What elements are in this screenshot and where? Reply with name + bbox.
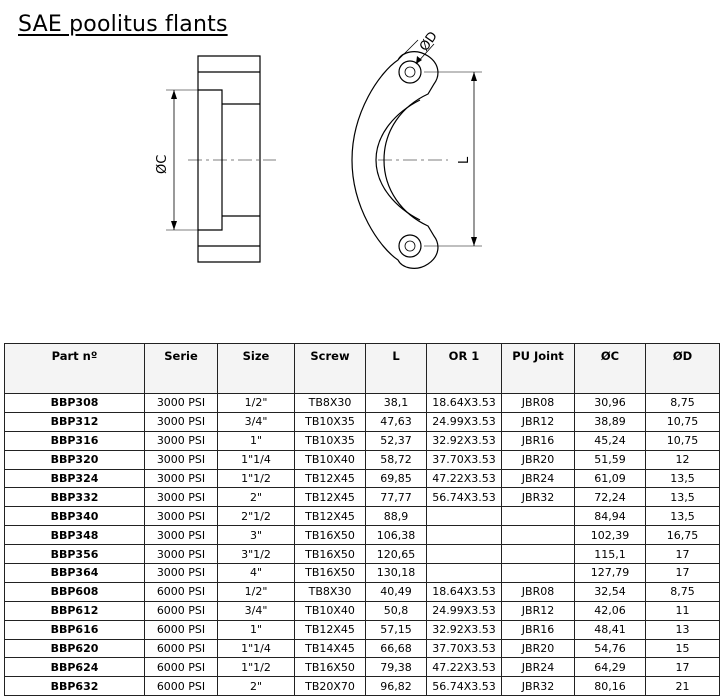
table-row — [5, 639, 720, 658]
table-cell: 8,75 — [646, 394, 720, 413]
table-cell: 17 — [646, 564, 720, 583]
table-cell — [502, 507, 575, 526]
table-cell: 130,18 — [366, 564, 427, 583]
table-cell: 21 — [646, 677, 720, 696]
table-row — [5, 564, 720, 583]
part-number-cell: BBP364 — [5, 564, 145, 583]
part-number-cell: BBP348 — [5, 526, 145, 545]
table-cell: TB10X40 — [295, 450, 366, 469]
table-cell: 32.92X3.53 — [427, 620, 502, 639]
table-cell: 56.74X3.53 — [427, 488, 502, 507]
table-cell: 4" — [218, 564, 295, 583]
part-number-cell: BBP616 — [5, 620, 145, 639]
table-cell: 13 — [646, 620, 720, 639]
table-row — [5, 450, 720, 469]
table-cell: 51,59 — [575, 450, 646, 469]
table-cell: 3000 PSI — [145, 564, 218, 583]
table-cell: 6000 PSI — [145, 639, 218, 658]
table-row — [5, 582, 720, 601]
table-cell: 77,77 — [366, 488, 427, 507]
table-cell: 47.22X3.53 — [427, 469, 502, 488]
table-cell: TB10X35 — [295, 412, 366, 431]
table-cell: 3000 PSI — [145, 394, 218, 413]
column-header: Screw — [295, 344, 366, 394]
table-cell: 3/4" — [218, 601, 295, 620]
part-number-cell: BBP620 — [5, 639, 145, 658]
table-cell: 24.99X3.53 — [427, 601, 502, 620]
table-cell: 11 — [646, 601, 720, 620]
table-cell: 52,37 — [366, 431, 427, 450]
table-row — [5, 412, 720, 431]
part-number-cell: BBP612 — [5, 601, 145, 620]
table-cell: 40,49 — [366, 582, 427, 601]
table-row — [5, 658, 720, 677]
table-cell: 2" — [218, 488, 295, 507]
dim-label-c: ØC — [155, 154, 170, 174]
table-cell: 1"1/2 — [218, 658, 295, 677]
table-cell: 1" — [218, 620, 295, 639]
table-cell: TB10X40 — [295, 601, 366, 620]
table-cell: 37.70X3.53 — [427, 639, 502, 658]
table-cell: 1/2" — [218, 582, 295, 601]
table-cell: 3000 PSI — [145, 412, 218, 431]
table-cell: 6000 PSI — [145, 620, 218, 639]
table-cell: TB14X45 — [295, 639, 366, 658]
table-cell: 127,79 — [575, 564, 646, 583]
table-cell: 16,75 — [646, 526, 720, 545]
table-cell: 24.99X3.53 — [427, 412, 502, 431]
dim-label-l: L — [457, 156, 472, 164]
table-row — [5, 469, 720, 488]
table-row — [5, 620, 720, 639]
table-cell: 3/4" — [218, 412, 295, 431]
part-number-cell: BBP624 — [5, 658, 145, 677]
part-number-cell: BBP608 — [5, 582, 145, 601]
table-cell: 45,24 — [575, 431, 646, 450]
table-cell: 57,15 — [366, 620, 427, 639]
table-row — [5, 507, 720, 526]
table-cell: 2"1/2 — [218, 507, 295, 526]
front-view — [352, 40, 482, 268]
table-cell: JBR20 — [502, 450, 575, 469]
table-cell: TB16X50 — [295, 545, 366, 564]
table-cell: 10,75 — [646, 412, 720, 431]
table-cell: JBR16 — [502, 620, 575, 639]
column-header: Size — [218, 344, 295, 394]
table-cell: 1"1/4 — [218, 639, 295, 658]
table-cell: 30,96 — [575, 394, 646, 413]
column-header: OR 1 — [427, 344, 502, 394]
table-cell: 69,85 — [366, 469, 427, 488]
table-cell: TB12X45 — [295, 507, 366, 526]
table-cell: 1"1/2 — [218, 469, 295, 488]
table-cell: JBR08 — [502, 582, 575, 601]
table-cell: TB20X70 — [295, 677, 366, 696]
table-body — [5, 394, 720, 696]
table-cell: 10,75 — [646, 431, 720, 450]
table-cell — [502, 564, 575, 583]
table-header — [5, 344, 720, 394]
table-cell: 61,09 — [575, 469, 646, 488]
column-header: L — [366, 344, 427, 394]
table-cell: JBR24 — [502, 658, 575, 677]
table-cell: 96,82 — [366, 677, 427, 696]
table-cell: 15 — [646, 639, 720, 658]
table-cell: JBR32 — [502, 677, 575, 696]
table-cell: 3" — [218, 526, 295, 545]
table-cell: 106,38 — [366, 526, 427, 545]
part-number-cell: BBP324 — [5, 469, 145, 488]
table-cell — [427, 564, 502, 583]
table-cell: 47,63 — [366, 412, 427, 431]
table-cell: 17 — [646, 545, 720, 564]
table-cell: JBR12 — [502, 412, 575, 431]
table-cell — [427, 507, 502, 526]
table-cell: 115,1 — [575, 545, 646, 564]
table-cell: TB12X45 — [295, 488, 366, 507]
table-cell: 32,54 — [575, 582, 646, 601]
table-cell: JBR20 — [502, 639, 575, 658]
table-row — [5, 431, 720, 450]
table-cell — [502, 545, 575, 564]
part-number-cell: BBP316 — [5, 431, 145, 450]
table-cell: 13,5 — [646, 469, 720, 488]
table-cell: 17 — [646, 658, 720, 677]
table-cell: 3000 PSI — [145, 469, 218, 488]
column-header: Serie — [145, 344, 218, 394]
table-cell — [427, 545, 502, 564]
table-cell: 102,39 — [575, 526, 646, 545]
table-cell: 6000 PSI — [145, 677, 218, 696]
part-number-cell: BBP632 — [5, 677, 145, 696]
part-number-cell: BBP332 — [5, 488, 145, 507]
table-cell: TB12X45 — [295, 469, 366, 488]
table-cell: 3000 PSI — [145, 507, 218, 526]
table-cell: TB16X50 — [295, 526, 366, 545]
table-cell: 32.92X3.53 — [427, 431, 502, 450]
table-cell: TB16X50 — [295, 658, 366, 677]
table-cell: 6000 PSI — [145, 658, 218, 677]
column-header: ØC — [575, 344, 646, 394]
table-cell: 18.64X3.53 — [427, 394, 502, 413]
table-cell: 6000 PSI — [145, 601, 218, 620]
table-cell: 3000 PSI — [145, 526, 218, 545]
table-cell: 54,76 — [575, 639, 646, 658]
table-cell: 3000 PSI — [145, 431, 218, 450]
table-cell: JBR08 — [502, 394, 575, 413]
table-cell: 6000 PSI — [145, 582, 218, 601]
table-cell: TB16X50 — [295, 564, 366, 583]
table-cell: TB8X30 — [295, 582, 366, 601]
column-header: ØD — [646, 344, 720, 394]
table-cell: 58,72 — [366, 450, 427, 469]
flange-drawing — [0, 0, 727, 330]
table-row — [5, 526, 720, 545]
table-cell: TB8X30 — [295, 394, 366, 413]
column-header: PU Joint — [502, 344, 575, 394]
table-cell: 38,89 — [575, 412, 646, 431]
page-title: SAE poolitus flants — [18, 12, 228, 37]
table-cell: 50,8 — [366, 601, 427, 620]
table-cell: 120,65 — [366, 545, 427, 564]
table-cell: 48,41 — [575, 620, 646, 639]
table-cell: 56.74X3.53 — [427, 677, 502, 696]
table-cell: 88,9 — [366, 507, 427, 526]
table-cell: 72,24 — [575, 488, 646, 507]
table-cell: 84,94 — [575, 507, 646, 526]
table-cell: 38,1 — [366, 394, 427, 413]
table-row — [5, 545, 720, 564]
table-cell: 3000 PSI — [145, 545, 218, 564]
table-header-row — [5, 344, 720, 394]
table-cell: 1"1/4 — [218, 450, 295, 469]
spec-table — [4, 343, 720, 696]
table-cell: 79,38 — [366, 658, 427, 677]
table-cell: 2" — [218, 677, 295, 696]
table-cell: TB10X35 — [295, 431, 366, 450]
table-cell: TB12X45 — [295, 620, 366, 639]
dim-label-d: ØD — [416, 29, 441, 55]
part-number-cell: BBP340 — [5, 507, 145, 526]
table-cell: 3000 PSI — [145, 450, 218, 469]
table-row — [5, 677, 720, 696]
table-cell: 37.70X3.53 — [427, 450, 502, 469]
table-cell — [502, 526, 575, 545]
part-number-cell: BBP312 — [5, 412, 145, 431]
part-number-cell: BBP320 — [5, 450, 145, 469]
table-cell: 42,06 — [575, 601, 646, 620]
table-cell: JBR32 — [502, 488, 575, 507]
table-cell — [427, 526, 502, 545]
table-cell: 12 — [646, 450, 720, 469]
table-cell: 66,68 — [366, 639, 427, 658]
table-cell: JBR12 — [502, 601, 575, 620]
table-cell: 47.22X3.53 — [427, 658, 502, 677]
table-cell: 13,5 — [646, 488, 720, 507]
table-cell: 64,29 — [575, 658, 646, 677]
side-view — [166, 56, 276, 262]
table-cell: 1" — [218, 431, 295, 450]
table-row — [5, 488, 720, 507]
table-cell: 8,75 — [646, 582, 720, 601]
part-number-cell: BBP356 — [5, 545, 145, 564]
part-number-cell: BBP308 — [5, 394, 145, 413]
table-cell: 80,16 — [575, 677, 646, 696]
table-cell: 1/2" — [218, 394, 295, 413]
table-cell: 3"1/2 — [218, 545, 295, 564]
table-cell: JBR24 — [502, 469, 575, 488]
column-header: Part nº — [5, 344, 145, 394]
table-cell: 13,5 — [646, 507, 720, 526]
table-row — [5, 601, 720, 620]
table-row — [5, 394, 720, 413]
table-cell: 18.64X3.53 — [427, 582, 502, 601]
table-cell: JBR16 — [502, 431, 575, 450]
table-cell: 3000 PSI — [145, 488, 218, 507]
